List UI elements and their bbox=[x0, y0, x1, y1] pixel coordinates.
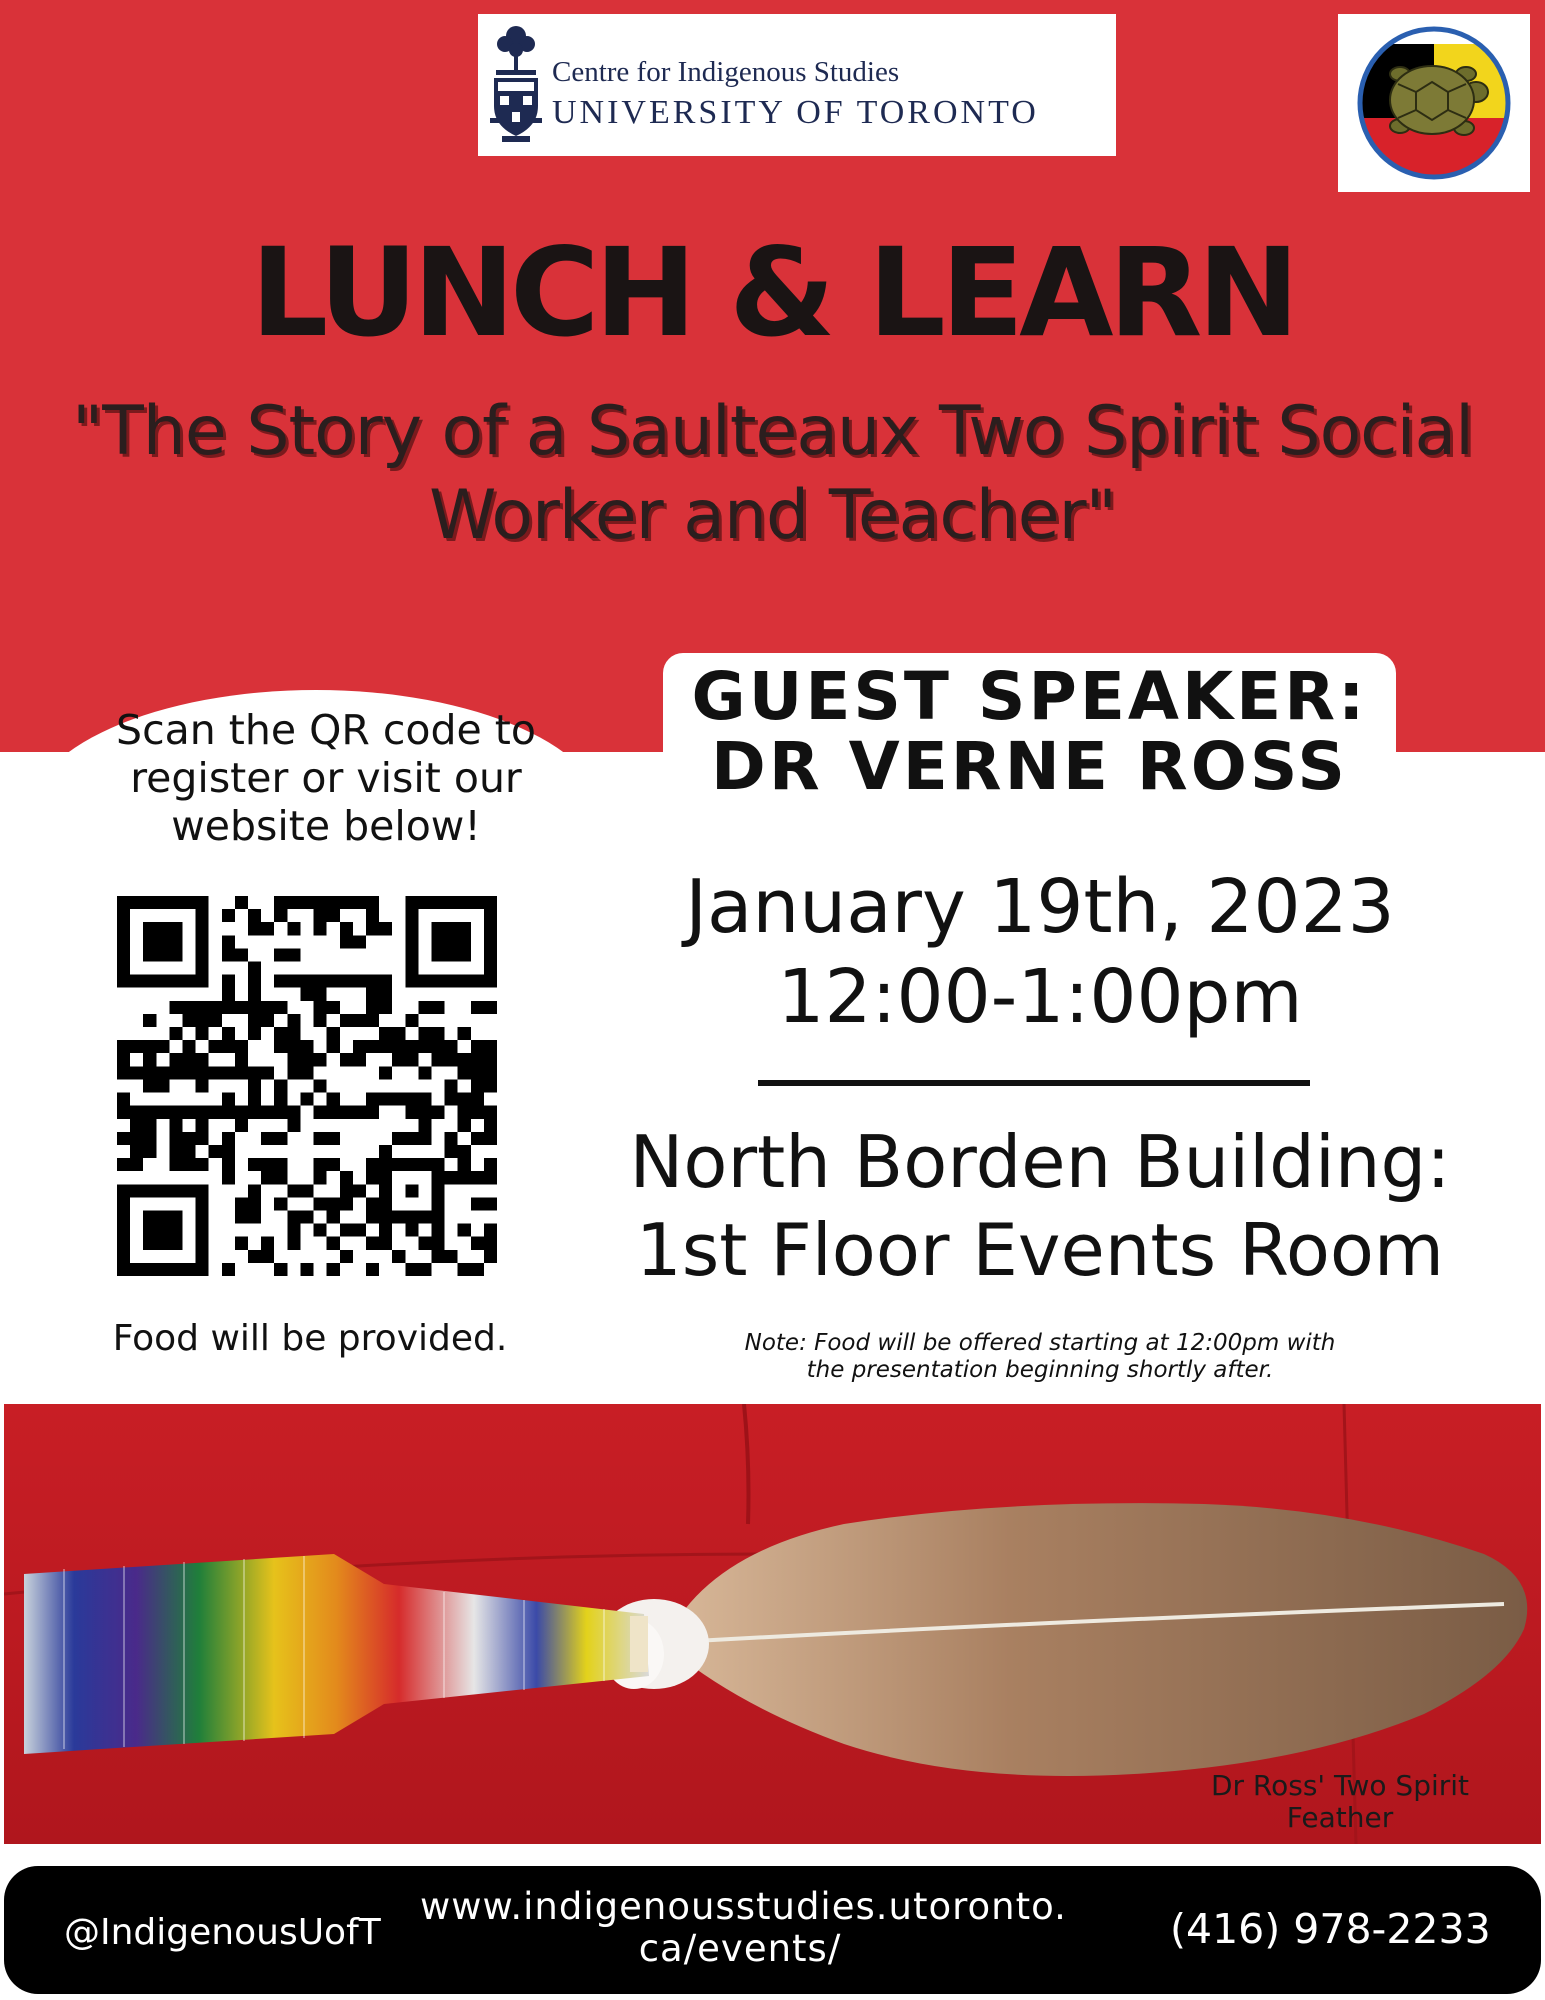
phone-number-link[interactable]: (416) 978-2233 bbox=[1170, 1905, 1491, 1953]
speaker-label: GUEST SPEAKER: bbox=[691, 658, 1368, 735]
scan-instructions bbox=[86, 706, 566, 850]
event-venue bbox=[570, 1118, 1510, 1294]
event-datetime bbox=[600, 862, 1480, 1042]
food-timing-note bbox=[700, 1330, 1380, 1384]
website-line-2: ca/events/ bbox=[638, 1927, 842, 1970]
venue-room: 1st Floor Events Room bbox=[635, 1208, 1445, 1292]
subtitle-line-1: "The Story of a Saulteaux Two Spirit Social bbox=[71, 392, 1474, 471]
divider-line bbox=[758, 1080, 1310, 1086]
registration-qr-code[interactable] bbox=[117, 896, 497, 1276]
event-date: January 19th, 2023 bbox=[685, 864, 1395, 950]
guest-speaker bbox=[663, 658, 1396, 805]
university-logo[interactable] bbox=[478, 14, 1116, 156]
note-line-2: the presentation beginning shortly after. bbox=[806, 1357, 1274, 1383]
logo-centre-name: Centre for Indigenous Studies bbox=[552, 56, 900, 88]
website-line-1: www.indigenousstudies.utoronto. bbox=[420, 1885, 1067, 1928]
photo-caption bbox=[1180, 1770, 1500, 1834]
food-notice: Food will be provided. bbox=[112, 1318, 508, 1359]
event-title: LUNCH & LEARN bbox=[250, 222, 1295, 364]
event-subtitle bbox=[0, 390, 1545, 558]
scan-line-1: Scan the QR code to bbox=[116, 706, 536, 754]
event-time: 12:00-1:00pm bbox=[777, 954, 1303, 1040]
social-handle-link[interactable]: @IndigenousUofT bbox=[64, 1912, 381, 1953]
scan-line-2: register or visit our bbox=[130, 754, 522, 802]
turtle-icon bbox=[1338, 14, 1530, 192]
note-line-1: Note: Food will be offered starting at 12:00pm with bbox=[744, 1330, 1336, 1356]
turtle-medicine-wheel-logo bbox=[1338, 14, 1530, 192]
speaker-name: DR VERNE ROSS bbox=[711, 728, 1348, 805]
caption-line-1: Dr Ross' Two Spirit bbox=[1210, 1769, 1470, 1802]
scan-line-3: website below! bbox=[171, 802, 481, 850]
logo-university-name: UNIVERSITY OF TORONTO bbox=[552, 94, 1039, 131]
caption-line-2: Feather bbox=[1286, 1801, 1394, 1834]
university-crest-icon bbox=[486, 20, 546, 148]
website-link[interactable] bbox=[420, 1885, 1067, 1970]
subtitle-line-2: Worker and Teacher" bbox=[429, 476, 1116, 555]
venue-building: North Borden Building: bbox=[629, 1120, 1451, 1204]
